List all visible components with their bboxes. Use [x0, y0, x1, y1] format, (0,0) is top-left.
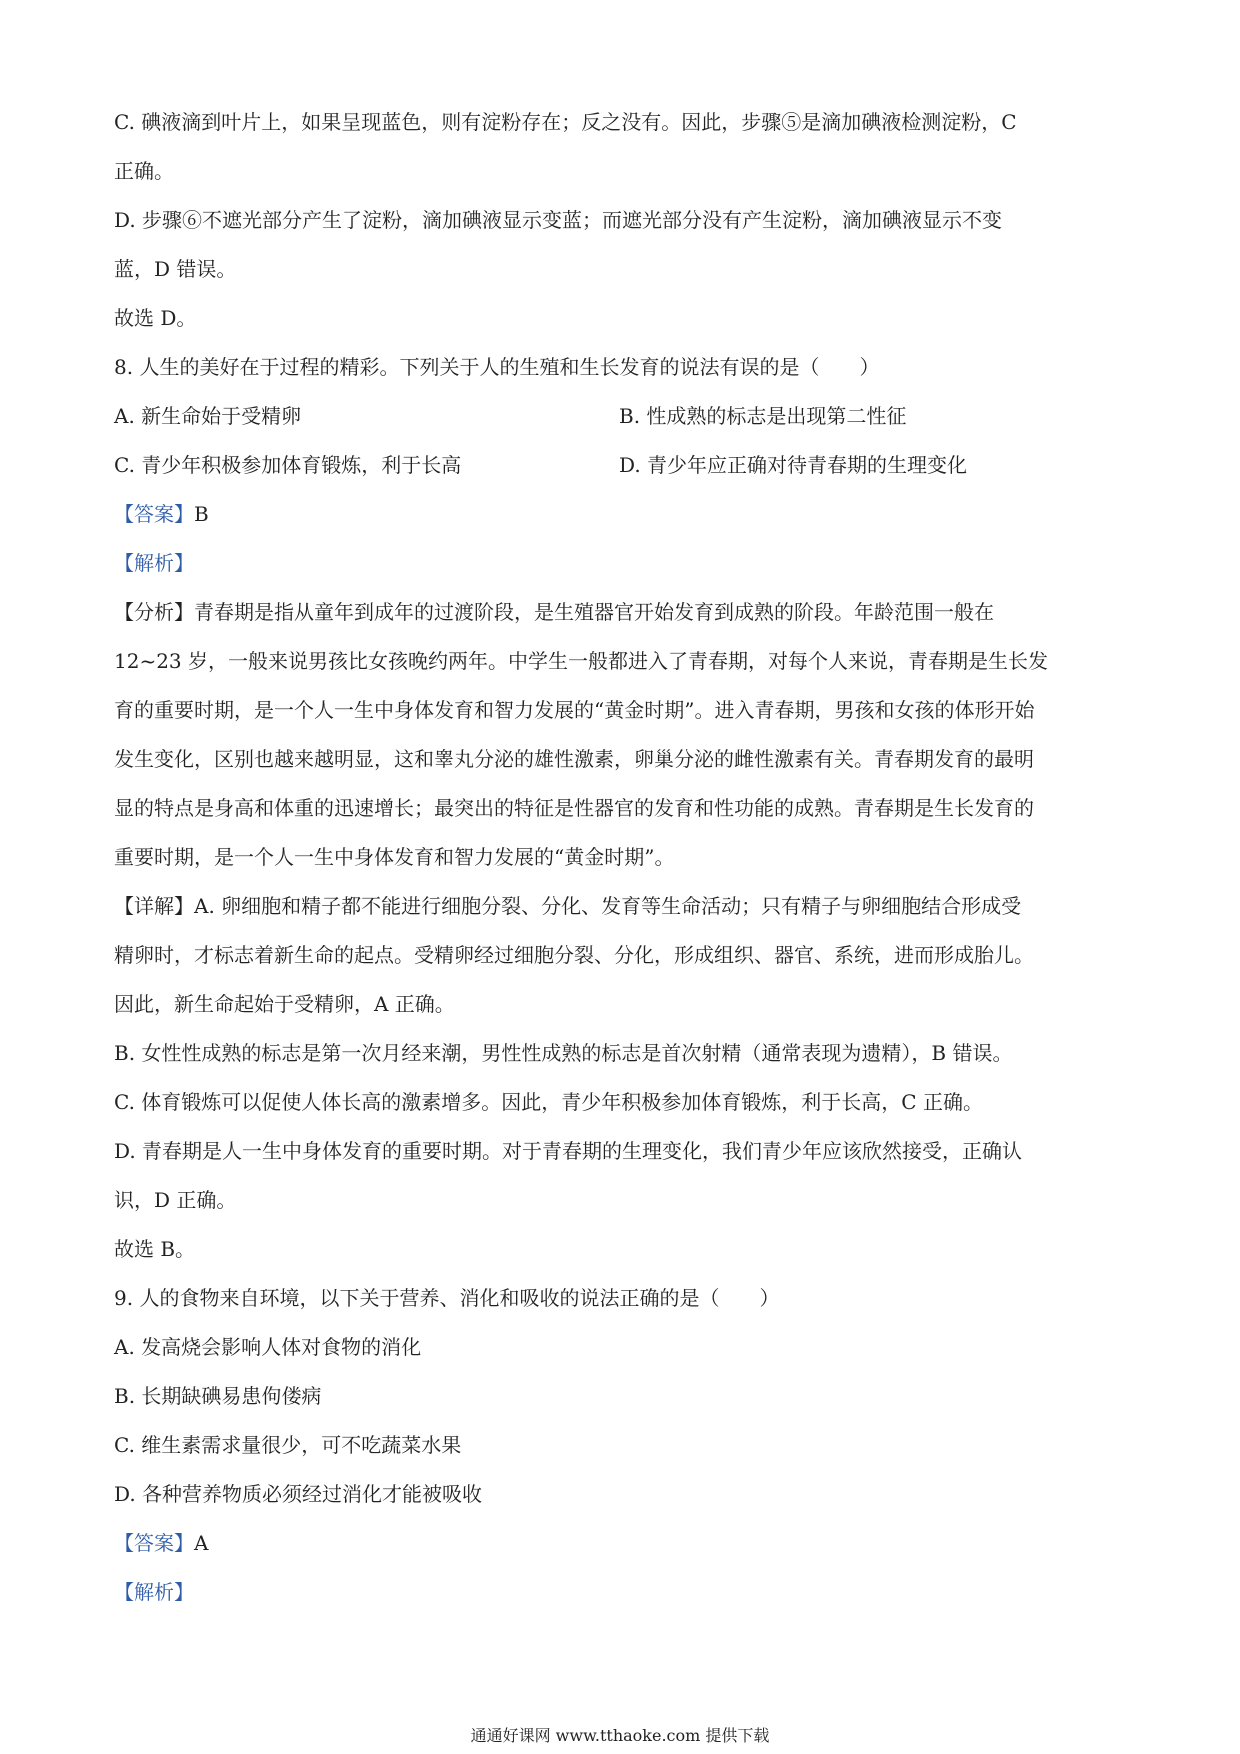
q8-xiangjie-tag: 【详解】 [114, 894, 194, 918]
q8-option-a: A. 新生命始于受精卵 [114, 404, 302, 428]
q8-fenxi-line6: 重要时期，是一个人一生中身体发育和智力发展的“黄金时期”。 [114, 845, 675, 869]
q9-answer-value: A [194, 1531, 209, 1555]
q8-fenxi-line5: 显的特点是身高和体重的迅速增长；最突出的特征是性器官的发育和性功能的成熟。青春期是生长发育的 [114, 796, 1034, 820]
q8-fenxi-line1 [114, 588, 1124, 637]
q8-xiangjie-line7: 识，D 正确。 [114, 1188, 237, 1212]
q8-xiangjie-text: A. 卵细胞和精子都不能进行细胞分裂、分化、发育等生命活动；只有精子与卵细胞结合形成受 [194, 894, 1022, 918]
q7-conclusion: 故选 D。 [114, 306, 197, 330]
q9-jiexi-heading [114, 1568, 1124, 1617]
q8-fenxi-line3: 育的重要时期，是一个人一生中身体发育和智力发展的“黄金时期”。进入青春期，男孩和女孩的体形开始 [114, 698, 1035, 722]
q8-xiangjie-line1 [114, 882, 1124, 931]
q8-fenxi-text: 青春期是指从童年到成年的过渡阶段，是生殖器官开始发育到成熟的阶段。年龄范围一般在 [194, 600, 994, 624]
q9-option-a: A. 发高烧会影响人体对食物的消化 [114, 1335, 422, 1359]
q8-fenxi-line2: 12~23 岁，一般来说男孩比女孩晚约两年。中学生一般都进入了青春期，对每个人来说，青春期是生长发 [114, 649, 1049, 673]
q9-answer [114, 1519, 1124, 1568]
footer-source-text: 通通好课网 www.tthaoke.com 提供下载 [470, 1726, 770, 1745]
q8-xiangjie-line3: 因此，新生命起始于受精卵，A 正确。 [114, 992, 455, 1016]
q8-jiexi-heading [114, 539, 1124, 588]
q8-option-d: D. 青少年应正确对待青春期的生理变化 [619, 453, 968, 477]
q7-option-c-explanation-line1: C. 碘液滴到叶片上，如果呈现蓝色，则有淀粉存在；反之没有。因此，步骤⑤是滴加碘液检测淀粉，C [114, 110, 1017, 134]
q9-stem: 9. 人的食物来自环境，以下关于营养、消化和吸收的说法正确的是（ ） [114, 1286, 780, 1310]
q7-option-d-explanation-line2: 蓝，D 错误。 [114, 257, 237, 281]
q8-xiangjie-line4: B. 女性性成熟的标志是第一次月经来潮，男性性成熟的标志是首次射精（通常表现为遗精），B 错误。 [114, 1041, 1013, 1065]
q8-answer-tag: 【答案】 [114, 502, 194, 526]
q7-option-d-explanation-line1: D. 步骤⑥不遮光部分产生了淀粉，滴加碘液显示变蓝；而遮光部分没有产生淀粉，滴加碘液显示不变 [114, 208, 1003, 232]
q8-answer-value: B [194, 502, 209, 526]
q9-option-c: C. 维生素需求量很少，可不吃蔬菜水果 [114, 1433, 462, 1457]
q8-option-b: B. 性成熟的标志是出现第二性征 [619, 404, 907, 428]
q8-options-row2 [114, 441, 1124, 490]
q9-option-d: D. 各种营养物质必须经过消化才能被吸收 [114, 1482, 483, 1506]
q8-option-c: C. 青少年积极参加体育锻炼，利于长高 [114, 453, 462, 477]
q8-options-row1 [114, 392, 1124, 441]
q8-xiangjie-line2: 精卵时，才标志着新生命的起点。受精卵经过细胞分裂、分化，形成组织、器官、系统，进而形成胎儿。 [114, 943, 1034, 967]
q9-jiexi-tag: 【解析】 [114, 1580, 194, 1604]
q8-fenxi-line4: 发生变化，区别也越来越明显，这和睾丸分泌的雄性激素，卵巢分泌的雌性激素有关。青春期发育的最明 [114, 747, 1034, 771]
q9-option-b: B. 长期缺碘易患佝偻病 [114, 1384, 322, 1408]
q8-xiangjie-line6: D. 青春期是人一生中身体发育的重要时期。对于青春期的生理变化，我们青少年应该欣然接受，正确认 [114, 1139, 1023, 1163]
q8-answer [114, 490, 1124, 539]
q8-xiangjie-line5: C. 体育锻炼可以促使人体长高的激素增多。因此，青少年积极参加体育锻炼，利于长高，C 正确。 [114, 1090, 983, 1114]
document-page [114, 98, 1124, 1617]
q8-fenxi-tag: 【分析】 [114, 600, 194, 624]
q9-answer-tag: 【答案】 [114, 1531, 194, 1555]
q8-conclusion: 故选 B。 [114, 1237, 196, 1261]
q8-stem: 8. 人生的美好在于过程的精彩。下列关于人的生殖和生长发育的说法有误的是（ ） [114, 355, 880, 379]
q7-option-c-explanation-line2: 正确。 [114, 159, 174, 183]
q8-jiexi-tag: 【解析】 [114, 551, 194, 575]
